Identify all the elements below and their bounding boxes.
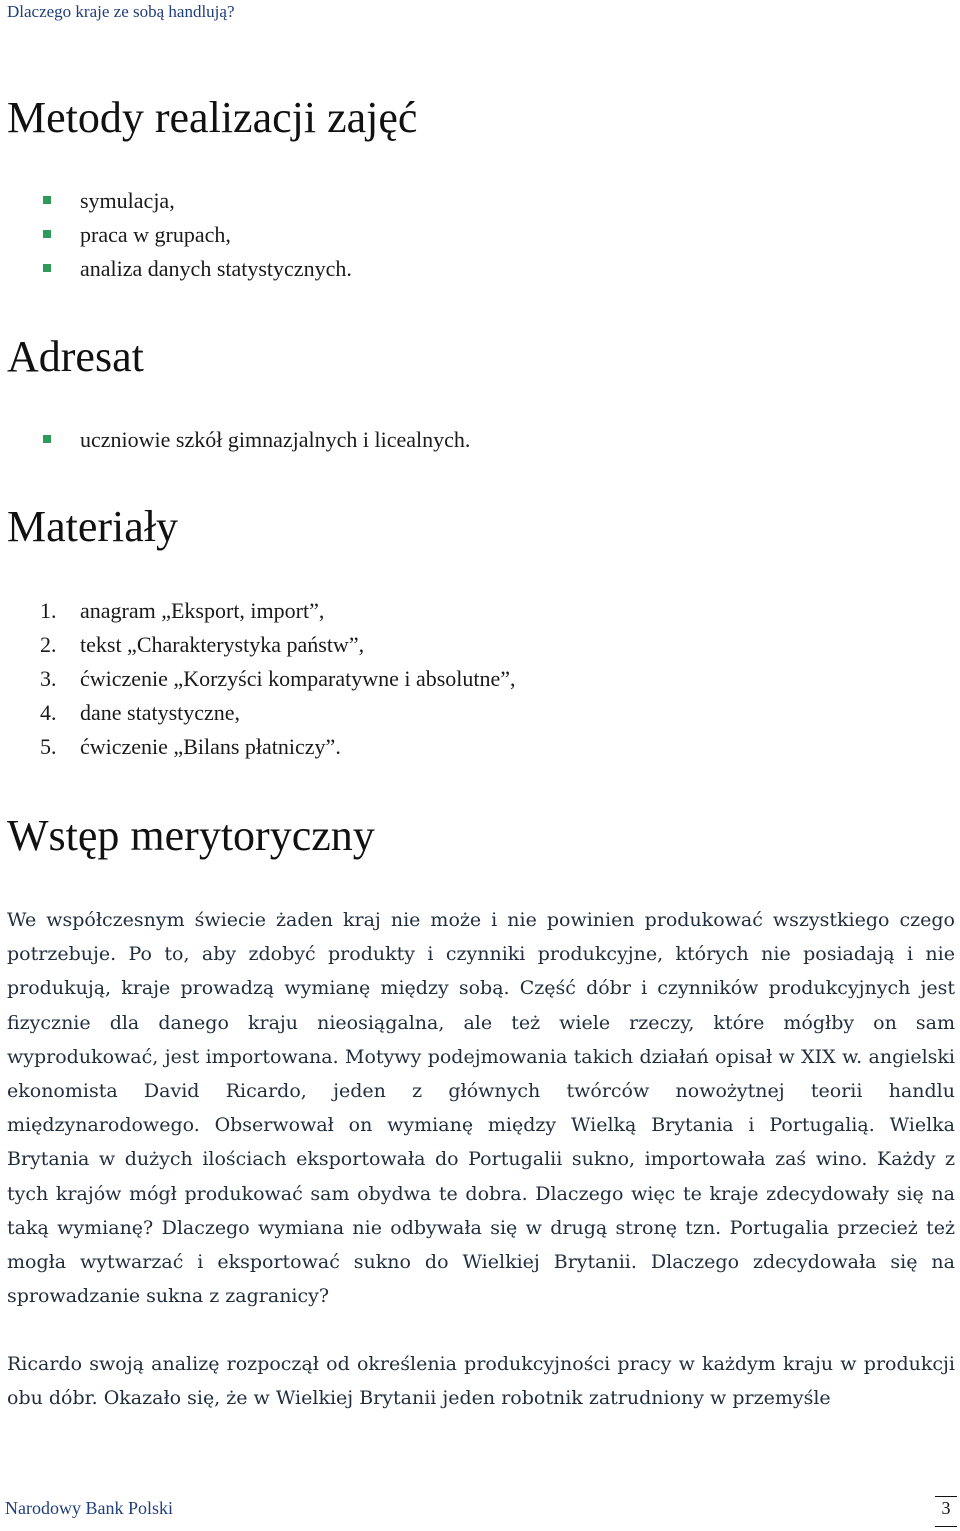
methods-list <box>0 184 352 286</box>
list-item: 2. tekst „Charakterystyka państw”, <box>40 632 365 657</box>
running-header: Dlaczego kraje ze sobą handlują? <box>7 2 235 21</box>
list-item: analiza danych statystycznych. <box>0 252 352 286</box>
square-bullet-icon <box>43 435 51 443</box>
list-item: praca w grupach, <box>0 218 352 252</box>
heading-intro: Wstęp merytoryczny <box>7 811 375 860</box>
list-item: 3. ćwiczenie „Korzyści komparatywne i absolutne”, <box>40 666 516 691</box>
heading-audience: Adresat <box>7 332 144 381</box>
page-number: 3 <box>941 1498 951 1518</box>
square-bullet-icon <box>43 196 51 204</box>
heading-methods: Metody realizacji zajęć <box>7 93 418 142</box>
list-item: uczniowie szkół gimnazjalnych i licealnych. <box>0 423 470 457</box>
square-bullet-icon <box>43 230 51 238</box>
heading-materials: Materiały <box>7 502 179 551</box>
square-bullet-icon <box>43 264 51 272</box>
materials-list <box>0 594 516 764</box>
list-item: 4. dane statystyczne, <box>40 700 241 725</box>
audience-list <box>0 423 470 457</box>
list-item: 5. ćwiczenie „Bilans płatniczy”. <box>40 734 341 759</box>
list-item: 1. anagram „Eksport, import”, <box>40 598 325 623</box>
intro-paragraph-1: We współczesnym świecie żaden kraj nie może i nie powinien produkować wszystkiego czego potrzebuje. Po to, aby zdobyć produkty i czynniki produkcyjne, których nie posiadają i nie produkują, kraje prowadzą wymianę między sobą. Część dóbr i czynników produkcyjnych jest fizycznie dla danego kraju nieosiągalna, ale też wiele rzeczy, które mógłby on sam wyprodukować, jest importowana. Motywy podejmowania takich działań opisał w XIX w. angielski ekonomista David Ricardo, jeden z głównych twórców nowożytnej teorii handlu międzynarodowego. Obserwował on wymianę między Wielką Brytania i Portugalią. Wielka Brytania w dużych ilościach eksportowała do Portugalii sukno, importowała zaś wino. Każdy z tych krajów mógł produkować sam obydwa te dobra. Dlaczego więc te kraje zdecydowały się na taką wymianę? Dlaczego wymiana nie odbywała się w drugą stronę tzn. Portugalia przecież też mogła wytwarzać i eksportować sukno do Wielkiej Brytanii. Dlaczego zdecydowała się na sprowadzanie sukna z zagranicy? <box>7 909 955 1308</box>
page-number-rule-top <box>935 1496 957 1497</box>
list-item: symulacja, <box>0 184 352 218</box>
page-number-rule-bottom <box>935 1526 957 1527</box>
footer-publisher: Narodowy Bank Polski <box>5 1498 173 1518</box>
intro-paragraph-2: Ricardo swoją analizę rozpoczął od określenia produkcyjności pracy w każdym kraju w produkcji obu dóbr. Okazało się, że w Wielkiej Brytanii jeden robotnik zatrudniony w przemyśle <box>7 1353 955 1410</box>
